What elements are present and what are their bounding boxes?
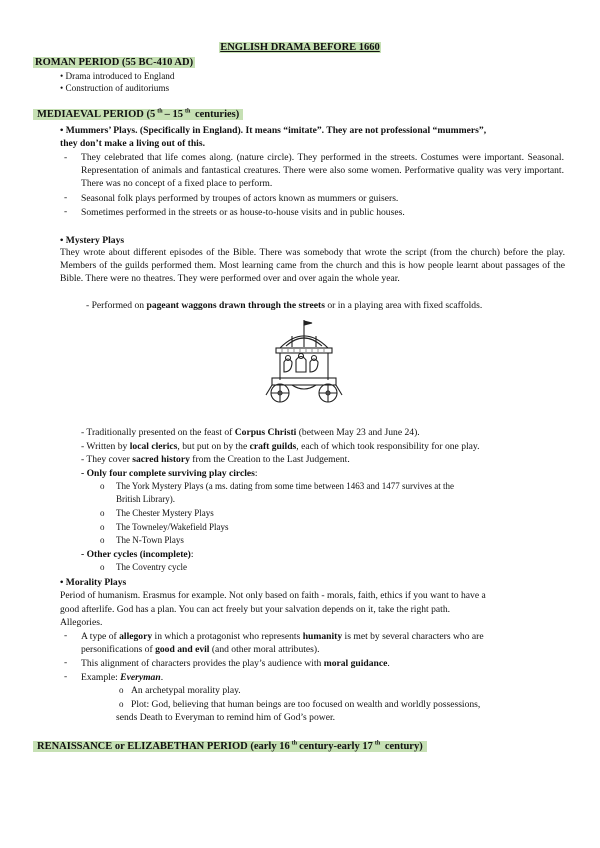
morality-item-1-line2: personifications of good and evil (and other moral attributes).: [81, 644, 320, 655]
roman-period-heading: ROMAN PERIOD (55 BC-410 AD): [35, 57, 194, 68]
mystery-paragraph: They wrote about different episodes of the Bible. There was somebody that wrote the script (from the church) before the play. Members of the guilds performed them. Most learning came from the church and this is how people learnt about passages of the Bible. There were no theatres. They were performed over and over again the whole year.: [60, 247, 565, 284]
morality-para-3: Allegories.: [60, 617, 103, 628]
mummers-item-3: Sometimes performed in the streets or as house-to-house visits and in public houses.: [81, 207, 405, 218]
circle-bullet: o: [100, 508, 105, 518]
morality-item-2: This alignment of characters provides the play’s audience with moral guidance.: [81, 658, 390, 669]
mystery-line-3: - They cover sacred history from the Creation to the Last Judgement.: [81, 454, 350, 465]
everyman-sub-2: Plot: God, believing that human beings are too focused on wealth and worldly possessions,: [131, 699, 481, 710]
mystery-line-4: - Only four complete surviving play circles:: [81, 468, 258, 479]
dash-marker: -: [64, 657, 68, 668]
circle-bullet: o: [100, 562, 105, 572]
circle-bullet: o: [119, 699, 124, 709]
circle-bullet: o: [100, 481, 105, 491]
dash-marker: -: [64, 192, 68, 203]
roman-bullet-1: • Drama introduced to England: [60, 71, 175, 81]
circle-towneley: The Towneley/Wakefield Plays: [116, 522, 229, 532]
circle-york-cont: British Library).: [116, 494, 175, 504]
mystery-line-1: - Traditionally presented on the feast of Corpus Christi (between May 23 and June 24).: [81, 427, 420, 438]
mummers-heading-line2: they don’t make a living out of this.: [60, 138, 205, 149]
morality-heading: • Morality Plays: [60, 577, 127, 588]
mummers-item-1: They celebrated that life comes along. (nature circle). They performed in the streets. Costumes were important. Seasonal. Representation of animals and fantastical creatures. There were also some women. Performative quality was very important. There was no concept of a fixed place to perform.: [81, 152, 564, 189]
morality-item-3: Example: Everyman.: [81, 672, 164, 683]
mystery-performed-line: - Performed on pageant waggons drawn through the streets or in a playing area with fixed scaffolds.: [86, 300, 483, 311]
mystery-line-2: - Written by local clerics, but put on by the craft guilds, each of which took responsibility for one play.: [81, 441, 480, 452]
mystery-line-5: - Other cycles (incomplete):: [81, 549, 194, 560]
circle-chester: The Chester Mystery Plays: [116, 508, 214, 518]
morality-para-2: good afterlife. God has a plan. You can act freely but your salvation depends on it, take the right path.: [60, 604, 451, 615]
dash-marker: -: [64, 671, 68, 682]
medieval-period-heading: MEDIAEVAL PERIOD (5 $^{th}$ – 15 $^{th}$ centuries): [33, 108, 243, 120]
everyman-sub-2-line2: sends Death to Everyman to remind him of God’s power.: [116, 712, 336, 723]
pageant-wagon-illustration: [262, 318, 346, 406]
dash-marker: -: [64, 630, 68, 641]
circle-bullet: o: [100, 535, 105, 545]
roman-bullet-2: • Construction of auditoriums: [60, 83, 170, 93]
morality-item-1: A type of allegory in which a protagonist who represents humanity is met by several characters who are: [81, 631, 484, 642]
circle-coventry: The Coventry cycle: [116, 562, 187, 572]
document-title: ENGLISH DRAMA BEFORE 1660: [220, 42, 380, 53]
circle-bullet: o: [100, 522, 105, 532]
dash-marker: -: [64, 152, 68, 163]
morality-para-1: Period of humanism. Erasmus for example. Not only based on faith - morals, faith, ethics if you want to have a: [60, 590, 486, 601]
dash-marker: -: [64, 206, 68, 217]
everyman-sub-1: An archetypal morality play.: [131, 685, 241, 696]
circle-bullet: o: [119, 685, 124, 695]
renaissance-period-heading: RENAISSANCE or ELIZABETHAN PERIOD (early 16 $^{th}$ century-early 17 $^{th}$ century): [33, 740, 427, 752]
mummers-heading: • Mummers’ Plays. (Specifically in England). It means “imitate”. They are not professional “mummers”,: [60, 125, 487, 136]
mummers-item-2: Seasonal folk plays performed by troupes of actors known as mummers or guisers.: [81, 193, 399, 204]
circle-york: The York Mystery Plays (a ms. dating from some time between 1463 and 1477 survives at the: [116, 481, 454, 491]
mystery-heading: • Mystery Plays: [60, 235, 125, 246]
circle-ntown: The N-Town Plays: [116, 535, 184, 545]
